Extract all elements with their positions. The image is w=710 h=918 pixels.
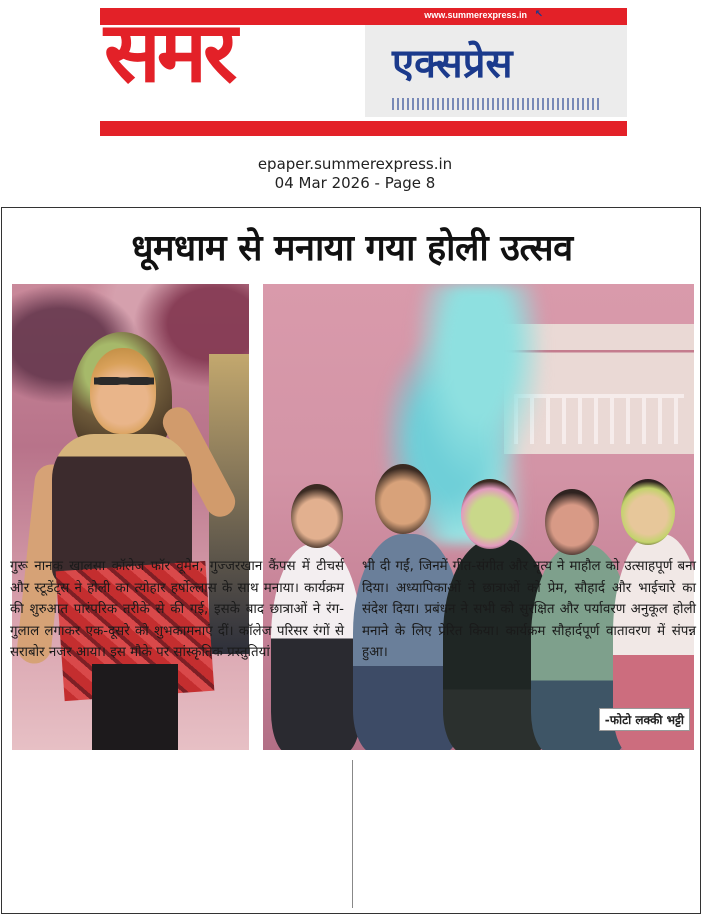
edition-date-page: 04 Mar 2026 - Page 8 bbox=[274, 174, 436, 192]
masthead-logo bbox=[100, 3, 627, 138]
masthead-express: एक्सप्रेस bbox=[392, 41, 513, 87]
article-photo-left bbox=[12, 284, 249, 750]
article-body-column-2: भी दी गईं, जिनमें गीत-संगीत और नृत्य ने माहौल को उत्साहपूर्ण बना दिया। अध्यापिकाओं ने छात्राओं को प्रेम, सौहार्द और भाईचारे का संदेश दिया। प्रबंधन ने सभी को सुरक्षित और पर्यावरण अनुकूल होली मनाने के लिए प्रेरित किया। कार्यक्रम सौहार्दपूर्ण वातावरण में संपन्न हुआ। bbox=[362, 559, 696, 660]
masthead-stripe bbox=[392, 98, 602, 110]
cursor-arrow-icon: ↖ bbox=[534, 9, 543, 20]
masthead-bottom-bar bbox=[100, 121, 627, 136]
column-divider bbox=[352, 760, 353, 908]
masthead-website: www.summerexpress.in bbox=[424, 10, 527, 20]
edition-url[interactable]: epaper.summerexpress.in bbox=[257, 155, 453, 173]
article-body-column-1: गुरू नानक खालसा कॉलेज फॉर वूमेन, गुज्जरखान कैंपस में टीचर्स और स्टूडेंट्स ने होली का त्योहार हर्षोल्लास के साथ मनाया। कार्यक्रम की शुरुआत पारंपरिक तरीके से की गई, इसके बाद छात्राओं ने रंग-गुलाल लगाकर एक-दूसरे को शुभकामनाएं दीं। कॉलेज परिसर रंगों से सराबोर नजर आया। इस मौके पर सांस्कृतिक प्रस्तुतियां bbox=[10, 559, 344, 660]
article-photo-right bbox=[263, 284, 694, 750]
photo-credit: -फोटो लक्की भट्टी bbox=[599, 708, 690, 731]
masthead-name: समर bbox=[104, 3, 234, 101]
article-headline: धूमधाम से मनाया गया होली उत्सव bbox=[131, 228, 573, 269]
